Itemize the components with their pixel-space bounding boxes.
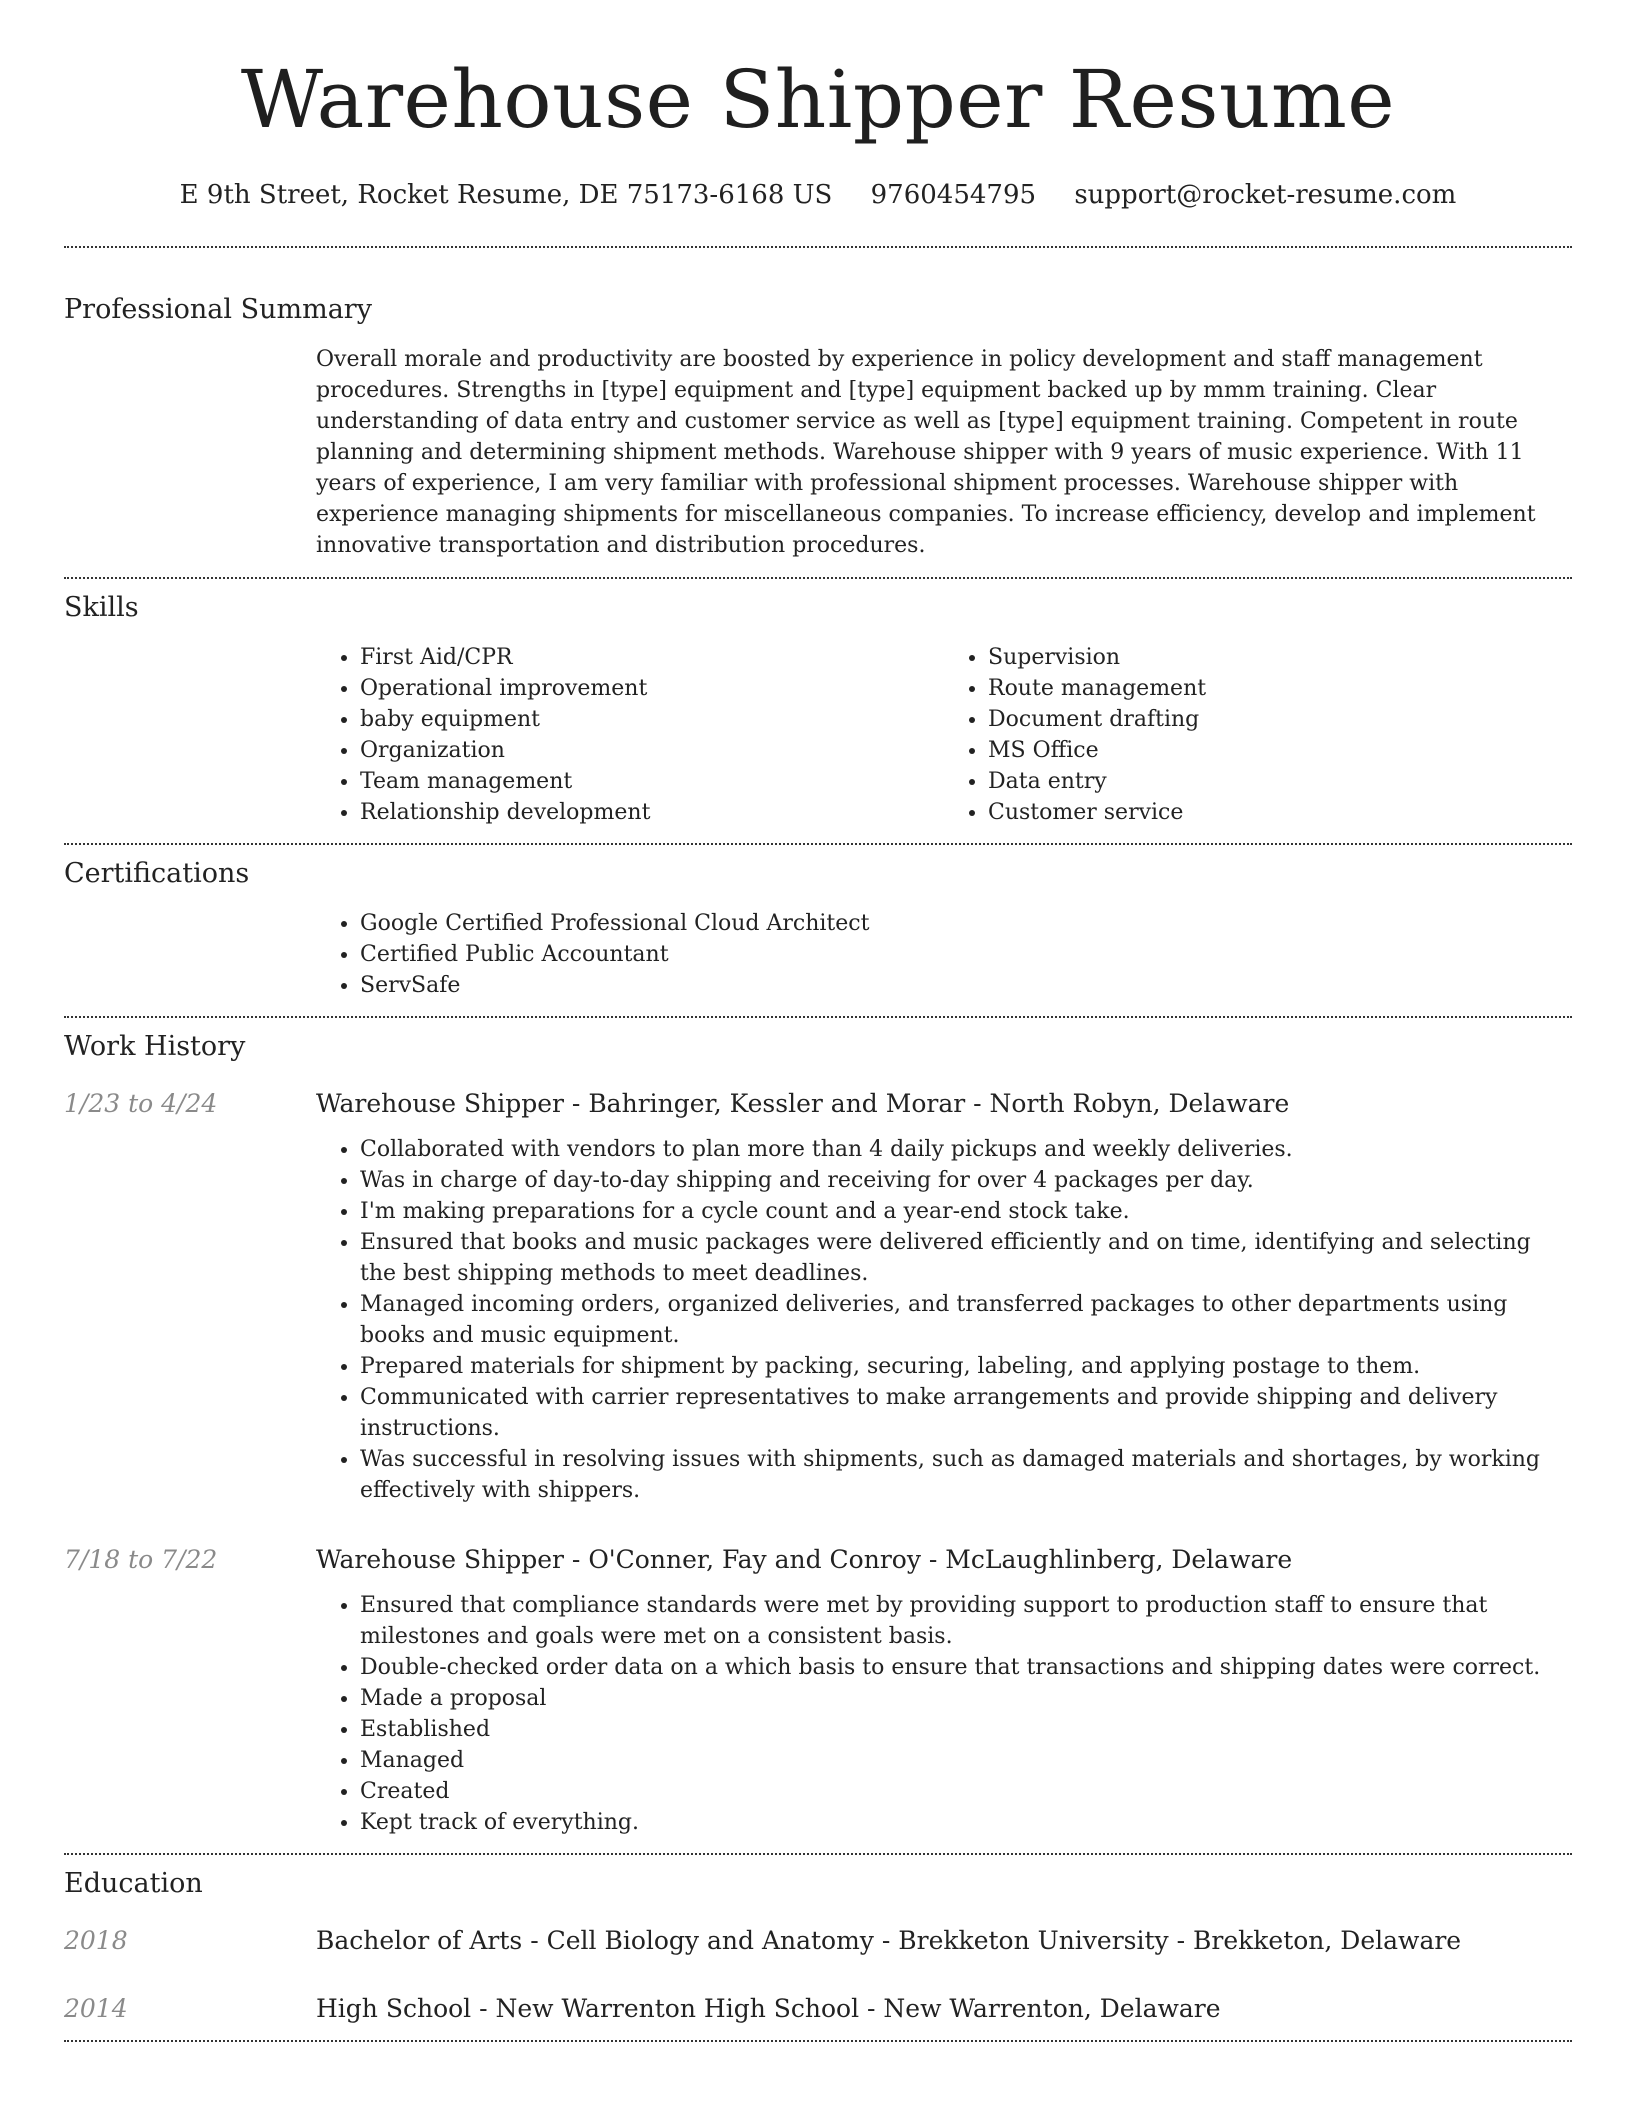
skill-item: • Relationship development [360,797,944,828]
job-dates: 7/18 to 7/22 [64,1545,218,1574]
job-bullet: • Communicated with carrier representatives to make arrangements and provide shipping and delivery instructions. [360,1382,1572,1444]
job-title: Warehouse Shipper - O'Conner, Fay and Conroy - McLaughlinberg, Delaware [316,1545,1293,1574]
education-title: Bachelor of Arts - Cell Biology and Anatomy - Brekketon University - Brekketon, Delaware [316,1926,1462,1955]
certification-item: • ServSafe [360,970,1572,1001]
summary-text: Overall morale and productivity are boosted by experience in policy development and staff management procedures. Strengths in [type] equipment and [type] equipment backed up by mmm training. Clear understanding of data entry and customer service as well as [type] equipment training. Competent in route planning and determining shipment methods. Warehouse shipper with 9 years of music experience. With 11 years of experience, I am very familiar with professional shipment processes. Warehouse shipper with experience managing shipments for miscellaneous companies. To increase efficiency, develop and implement innovative transportation and distribution procedures. [316,347,1536,558]
job-bullet: • I'm making preparations for a cycle count and a year-end stock take. [360,1196,1572,1227]
education-title: High School - New Warrenton High School - New Warrenton, Delaware [316,1994,1221,2023]
skill-item: • Document drafting [988,704,1572,735]
resume-page [64,0,1572,2042]
skill-item: • Supervision [988,642,1572,673]
skill-item: • First Aid/CPR [360,642,944,673]
summary-section [64,248,1572,561]
job-bullet: • Prepared materials for shipment by packing, securing, labeling, and applying postage to them. [360,1351,1572,1382]
job-bullets [316,1134,1572,1506]
skill-item: • Operational improvement [360,673,944,704]
job-bullet: • Managed incoming orders, organized deliveries, and transferred packages to other departments using books and music equipment. [360,1289,1572,1351]
job-bullet: • Double-checked order data on a which basis to ensure that transactions and shipping dates were correct. [360,1652,1572,1683]
certifications-list [316,908,1572,1001]
education-entry [64,1924,1572,1958]
job-dates: 1/23 to 4/24 [64,1089,218,1118]
job-bullet: • Made a proposal [360,1683,1572,1714]
job-bullets [316,1590,1572,1838]
job-bullet: • Was successful in resolving issues with shipments, such as damaged materials and shortages, by working effectively with shippers. [360,1444,1572,1506]
job-entry [64,1087,1572,1506]
job-title: Warehouse Shipper - Bahringer, Kessler and Morar - North Robyn, Delaware [316,1089,1290,1118]
education-section [64,1855,1572,2026]
skill-item: • MS Office [988,735,1572,766]
resume-title: Warehouse Shipper Resume [240,53,1396,146]
skill-item: • Organization [360,735,944,766]
summary-heading: Professional Summary [64,294,372,325]
certifications-section [64,845,1572,1001]
job-bullet: • Established [360,1714,1572,1745]
contact-phone: 9760454795 [870,180,1037,210]
education-entry [64,1992,1572,2026]
job-bullet: • Was in charge of day-to-day shipping and receiving for over 4 packages per day. [360,1165,1572,1196]
skill-item: • baby equipment [360,704,944,735]
job-entry [64,1543,1572,1838]
education-year: 2018 [64,1926,128,1955]
job-bullet: • Kept track of everything. [360,1807,1572,1838]
education-year: 2014 [64,1994,128,2023]
skills-list-right [944,642,1572,828]
job-bullet: • Created [360,1776,1572,1807]
work-history-heading: Work History [64,1031,246,1062]
education-heading: Education [64,1868,203,1899]
job-bullet: • Collaborated with vendors to plan more than 4 daily pickups and weekly deliveries. [360,1134,1572,1165]
job-bullet-list [316,1590,1572,1838]
summary-content [316,344,1572,561]
skill-item: • Data entry [988,766,1572,797]
certification-item: • Google Certified Professional Cloud Architect [360,908,1572,939]
skills-section [64,579,1572,828]
skills-content [316,642,1572,828]
skill-item: • Route management [988,673,1572,704]
contact-line [64,178,1572,212]
certifications-content [316,908,1572,1001]
certification-item: • Certified Public Accountant [360,939,1572,970]
contact-address: E 9th Street, Rocket Resume, DE 75173-6168 US [179,180,833,210]
certifications-heading: Certifications [64,858,250,889]
job-bullet: • Ensured that compliance standards were met by providing support to production staff to ensure that milestones and goals were met on a consistent basis. [360,1590,1572,1652]
job-bullet-list [316,1134,1572,1506]
skill-item: • Team management [360,766,944,797]
skill-item: • Customer service [988,797,1572,828]
contact-email: support@rocket-resume.com [1074,180,1457,210]
section-divider [64,2040,1572,2042]
skills-heading: Skills [64,592,139,623]
work-history-section [64,1018,1572,1838]
job-bullet: • Managed [360,1745,1572,1776]
job-bullet: • Ensured that books and music packages were delivered efficiently and on time, identifying and selecting the best shipping methods to meet deadlines. [360,1227,1572,1289]
skills-list-left [316,642,944,828]
